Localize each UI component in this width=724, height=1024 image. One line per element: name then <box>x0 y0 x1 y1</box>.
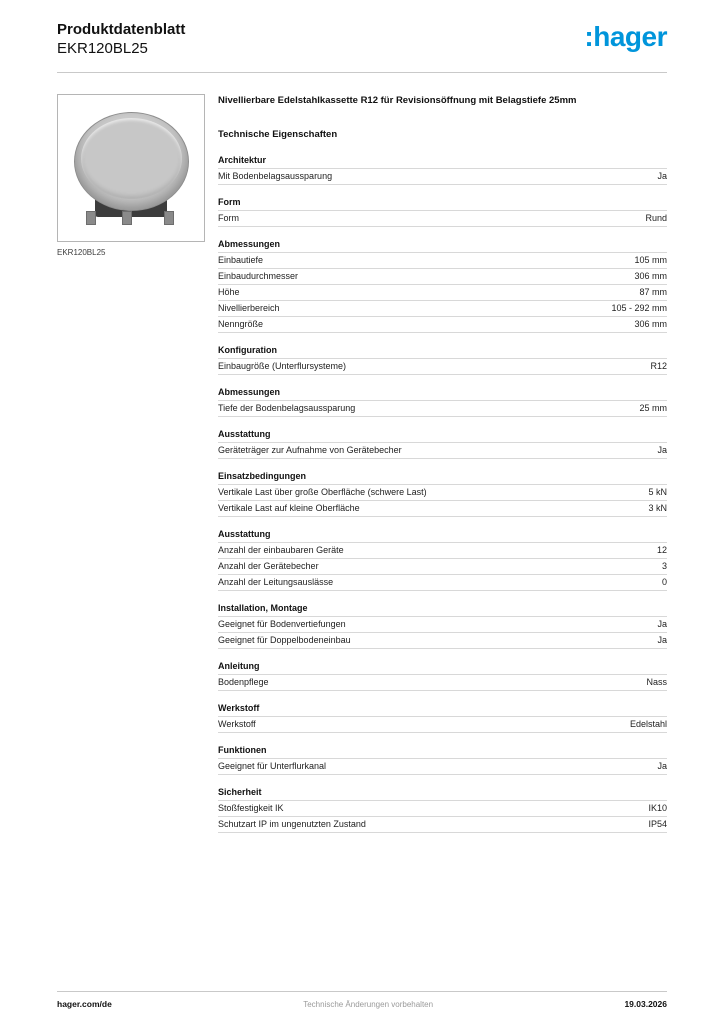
spec-row <box>218 501 667 517</box>
spec-value: 3 kN <box>648 503 667 513</box>
spec-value: Edelstahl <box>629 719 667 729</box>
image-column <box>57 94 205 257</box>
spec-section-heading: Ausstattung <box>218 527 667 543</box>
spec-label: Einbaugröße (Unterflursysteme) <box>218 361 347 371</box>
spec-value: 306 mm <box>634 319 667 329</box>
spec-label: Anzahl der Gerätebecher <box>218 561 319 571</box>
spec-label: Nivellierbereich <box>218 303 280 313</box>
spec-section-heading: Architektur <box>218 153 667 169</box>
spec-section <box>218 785 667 833</box>
spec-row <box>218 543 667 559</box>
spec-row <box>218 817 667 833</box>
spec-label: Geeignet für Doppelbodeneinbau <box>218 635 351 645</box>
page-header <box>57 20 667 70</box>
spec-row <box>218 717 667 733</box>
spec-row <box>218 801 667 817</box>
spec-value: Ja <box>657 619 667 629</box>
spec-label: Geeignet für Unterflurkanal <box>218 761 327 771</box>
spec-label: Geräteträger zur Aufnahme von Gerätebecher <box>218 445 402 455</box>
spec-section-heading: Sicherheit <box>218 785 667 801</box>
main-content <box>57 94 667 843</box>
spec-value: Ja <box>657 171 667 181</box>
spec-row <box>218 617 667 633</box>
spec-label: Schutzart IP im ungenutzten Zustand <box>218 819 366 829</box>
spec-section <box>218 601 667 649</box>
spec-sections <box>218 153 667 833</box>
spec-value: Ja <box>657 445 667 455</box>
spec-label: Tiefe der Bodenbelagsaussparung <box>218 403 356 413</box>
product-title: Nivellierbare Edelstahlkassette R12 für Revisionsöffnung mit Belagstiefe 25mm <box>218 95 577 106</box>
spec-value: 87 mm <box>639 287 667 297</box>
spec-value: 105 mm <box>634 255 667 265</box>
spec-row <box>218 301 667 317</box>
spec-label: Vertikale Last über große Oberfläche (schwere Last) <box>218 487 427 497</box>
spec-value: Ja <box>657 761 667 771</box>
spec-value: Nass <box>646 677 667 687</box>
spec-row <box>218 269 667 285</box>
spec-label: Einbaudurchmesser <box>218 271 299 281</box>
spec-row <box>218 575 667 591</box>
spec-section-heading: Anleitung <box>218 659 667 675</box>
spec-row <box>218 253 667 269</box>
spec-value: R12 <box>650 361 667 371</box>
spec-section <box>218 469 667 517</box>
spec-row <box>218 675 667 691</box>
spec-section-heading: Abmessungen <box>218 237 667 253</box>
spec-value: 306 mm <box>634 271 667 281</box>
spec-section-heading: Werkstoff <box>218 701 667 717</box>
spec-label: Stoßfestigkeit IK <box>218 803 284 813</box>
spec-section <box>218 385 667 417</box>
spec-row <box>218 169 667 185</box>
spec-section-heading: Ausstattung <box>218 427 667 443</box>
spec-label: Werkstoff <box>218 719 256 729</box>
spec-label: Geeignet für Bodenvertiefungen <box>218 619 346 629</box>
document-title: Produktdatenblatt <box>57 21 186 38</box>
spec-label: Vertikale Last auf kleine Oberfläche <box>218 503 360 513</box>
technical-properties-heading: Technische Eigenschaften <box>218 129 338 140</box>
spec-value: 0 <box>661 577 667 587</box>
spec-label: Form <box>218 213 239 223</box>
spec-value: 105 - 292 mm <box>611 303 667 313</box>
spec-section <box>218 195 667 227</box>
spec-section <box>218 743 667 775</box>
product-leg-right <box>164 211 174 225</box>
spec-value: 25 mm <box>639 403 667 413</box>
spec-row <box>218 359 667 375</box>
spec-section <box>218 237 667 333</box>
product-disc-shape <box>74 112 189 211</box>
spec-row <box>218 759 667 775</box>
spec-value: IP54 <box>648 819 667 829</box>
spec-label: Mit Bodenbelagsaussparung <box>218 171 333 181</box>
spec-section-heading: Abmessungen <box>218 385 667 401</box>
spec-row <box>218 633 667 649</box>
spec-column <box>218 94 667 843</box>
spec-section-heading: Installation, Montage <box>218 601 667 617</box>
spec-row <box>218 211 667 227</box>
product-image <box>57 94 205 242</box>
spec-row <box>218 485 667 501</box>
spec-section <box>218 527 667 591</box>
spec-row <box>218 285 667 301</box>
spec-row <box>218 559 667 575</box>
product-leg-middle <box>122 211 132 225</box>
footer-date: 19.03.2026 <box>624 999 667 1009</box>
spec-section <box>218 343 667 375</box>
spec-label: Nenngröße <box>218 319 264 329</box>
spec-section <box>218 427 667 459</box>
image-caption: EKR120BL25 <box>57 248 106 257</box>
spec-row <box>218 401 667 417</box>
spec-section <box>218 153 667 185</box>
product-code: EKR120BL25 <box>57 40 148 57</box>
spec-value: 3 <box>661 561 667 571</box>
spec-row <box>218 317 667 333</box>
spec-value: Rund <box>645 213 667 223</box>
spec-section-heading: Konfiguration <box>218 343 667 359</box>
spec-label: Bodenpflege <box>218 677 269 687</box>
spec-value: IK10 <box>648 803 667 813</box>
spec-section-heading: Funktionen <box>218 743 667 759</box>
spec-label: Einbautiefe <box>218 255 264 265</box>
spec-section <box>218 659 667 691</box>
spec-value: 5 kN <box>648 487 667 497</box>
hager-logo: :hager <box>584 21 667 52</box>
spec-row <box>218 443 667 459</box>
spec-section-heading: Einsatzbedingungen <box>218 469 667 485</box>
spec-value: Ja <box>657 635 667 645</box>
spec-section <box>218 701 667 733</box>
footer-website-link[interactable]: hager.com/de <box>57 999 112 1009</box>
spec-label: Anzahl der einbaubaren Geräte <box>218 545 344 555</box>
spec-section-heading: Form <box>218 195 667 211</box>
spec-value: 12 <box>656 545 667 555</box>
product-leg-left <box>86 211 96 225</box>
footer-disclaimer: Technische Änderungen vorbehalten <box>303 1000 434 1009</box>
header-divider <box>57 72 667 73</box>
spec-label: Anzahl der Leitungsauslässe <box>218 577 334 587</box>
spec-label: Höhe <box>218 287 240 297</box>
page-footer <box>57 991 667 1009</box>
